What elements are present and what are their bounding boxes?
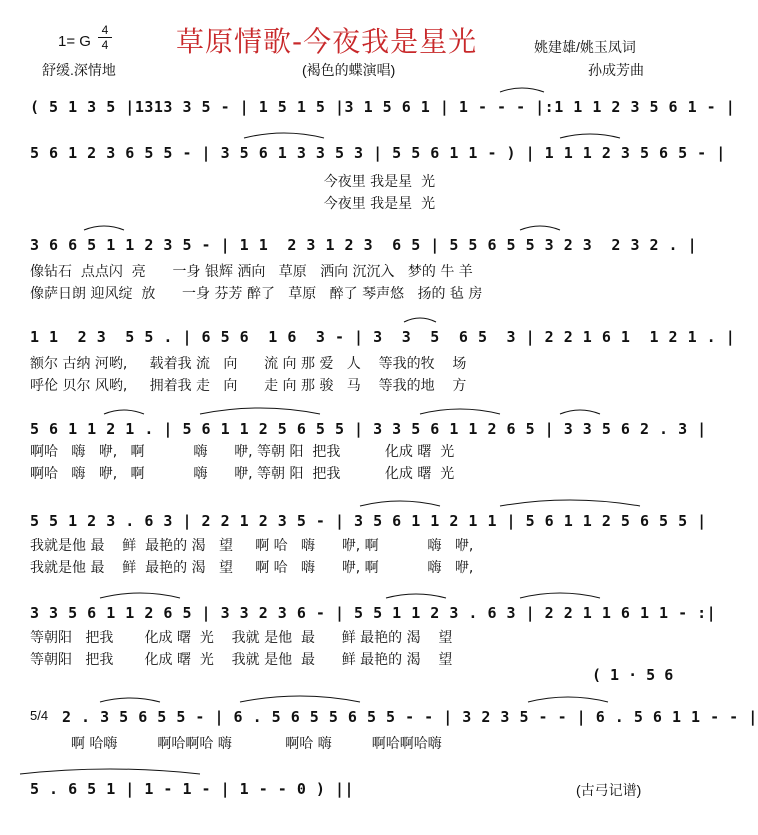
lyrics-row-3-verse-2: 像萨日朗 迎风绽 放 一身 芬芳 醉了 草原 醉了 琴声悠 扬的 毡 房 [30,286,483,302]
score-row-7: 3 3 5 6 1 1 2 6 5 | 3 3 2 3 6 - | 5 5 1 1 2 3 . 6 3 | 2 2 1 1 6 1 1 - :| [30,604,717,622]
composer-credit: 孙成芳曲 [588,62,644,78]
tie-mark [244,133,324,138]
lyrics-row-4-verse-2: 呼伦 贝尔 风哟, 拥着我 走 向 走 向 那 骏 马 等我的地 方 [30,378,467,394]
lyrics-row-2-verse-1: 今夜里 我是星 光 [30,174,436,190]
score-row-3: 3 6 6 5 1 1 2 3 5 - | 1 1 2 3 1 2 3 6 5 | 5 5 6 5 5 3 2 3 2 3 2 . | [30,236,698,254]
lyricist-credit: 姚建雄/姚玉凤词 [534,39,636,55]
lyrics-row-3-verse-1: 像钻石 点点闪 亮 一身 银辉 洒向 草原 洒向 沉沉入 梦的 牛 羊 [30,264,473,280]
singer-credit: (褐色的蝶演唱) [302,62,396,78]
tie-mark [520,226,560,230]
tie-mark [560,410,600,414]
tie-mark [520,593,600,598]
tie-mark [84,226,124,230]
score-row-1: ( 5 1 3 5 |1313 3 5 - | 1 5 1 5 |3 1 5 6 1 | 1 - - - |:1 1 1 2 3 5 6 1 - | [30,98,736,116]
tie-mark [500,88,544,92]
tie-mark [20,769,200,774]
score-row-6: 5 5 1 2 3 . 6 3 | 2 2 1 2 3 5 - | 3 5 6 1 1 2 1 1 | 5 6 1 1 2 5 6 5 5 | [30,512,707,530]
lyrics-row-7-verse-2: 等朝阳 把我 化成 曙 光 我就 是他 最 鲜 最艳的 渴 望 [30,652,453,668]
score-row-9: 5 . 6 5 1 | 1 - 1 - | 1 - - 0 ) || [30,780,355,798]
tie-mark [560,134,620,138]
tie-mark [104,410,144,414]
score-row-4: 1 1 2 3 5 5 . | 6 5 6 1 6 3 - | 3 3 5 6 5 3 | 2 2 1 6 1 1 2 1 . | [30,328,736,346]
tie-mark [500,500,640,506]
tie-mark [420,409,500,414]
key-signature: 1= G [58,33,91,50]
lyrics-row-5-verse-1: 啊哈 嗨 咿, 啊 嗨 咿, 等朝 阳 把我 化成 曙 光 [30,444,455,460]
tie-mark [100,698,160,702]
lyrics-row-8: 啊 哈嗨 啊哈啊哈 嗨 啊哈 嗨 啊哈啊哈嗨 [62,736,442,752]
meter-change: 5/4 [30,708,49,723]
score-row-5: 5 6 1 1 2 1 . | 5 6 1 1 2 5 6 5 5 | 3 3 5 6 1 1 2 6 5 | 3 3 5 6 2 . 3 | [30,420,707,438]
lyrics-row-2-verse-2: 今夜里 我是星 光 [30,196,436,212]
lyrics-row-4-verse-1: 额尔 古纳 河哟, 载着我 流 向 流 向 那 爱 人 等我的牧 场 [30,356,467,372]
score-row-2: 5 6 1 2 3 6 5 5 - | 3 5 6 1 3 3 5 3 | 5 5 6 1 1 - ) | 1 1 1 2 3 5 6 5 - | [30,144,726,162]
lyrics-row-7-verse-1: 等朝阳 把我 化成 曙 光 我就 是他 最 鲜 最艳的 渴 望 [30,630,453,646]
time-signature-bottom: 4 [101,38,109,52]
tempo-marking: 舒缓.深情地 [42,62,116,78]
tie-mark [386,594,446,598]
transcriber-credit: (古弓记谱) [576,782,642,798]
lyrics-row-5-verse-2: 啊哈 嗨 咿, 啊 嗨 咿, 等朝 阳 把我 化成 曙 光 [30,466,455,482]
tie-mark [404,318,436,322]
score-row-8: 2 . 3 5 6 5 5 - | 6 . 5 6 5 5 6 5 5 - - | 3 2 3 5 - - | 6 . 5 6 1 1 - - | [62,708,758,726]
lyrics-row-6-verse-2: 我就是他 最 鲜 最艳的 渴 望 啊 哈 嗨 咿, 啊 嗨 咿, [30,560,474,576]
tie-mark [200,408,320,414]
song-title: 草原情歌-今夜我是星光 [176,25,478,58]
tie-mark [360,501,440,506]
tie-mark [240,696,360,702]
tie-mark [528,697,608,702]
pickup-notes: ( 1 · 5 6 [592,666,674,684]
lyrics-row-6-verse-1: 我就是他 最 鲜 最艳的 渴 望 啊 哈 嗨 咿, 啊 嗨 咿, [30,538,474,554]
time-signature-top: 4 [101,23,109,37]
tie-mark [100,593,180,598]
